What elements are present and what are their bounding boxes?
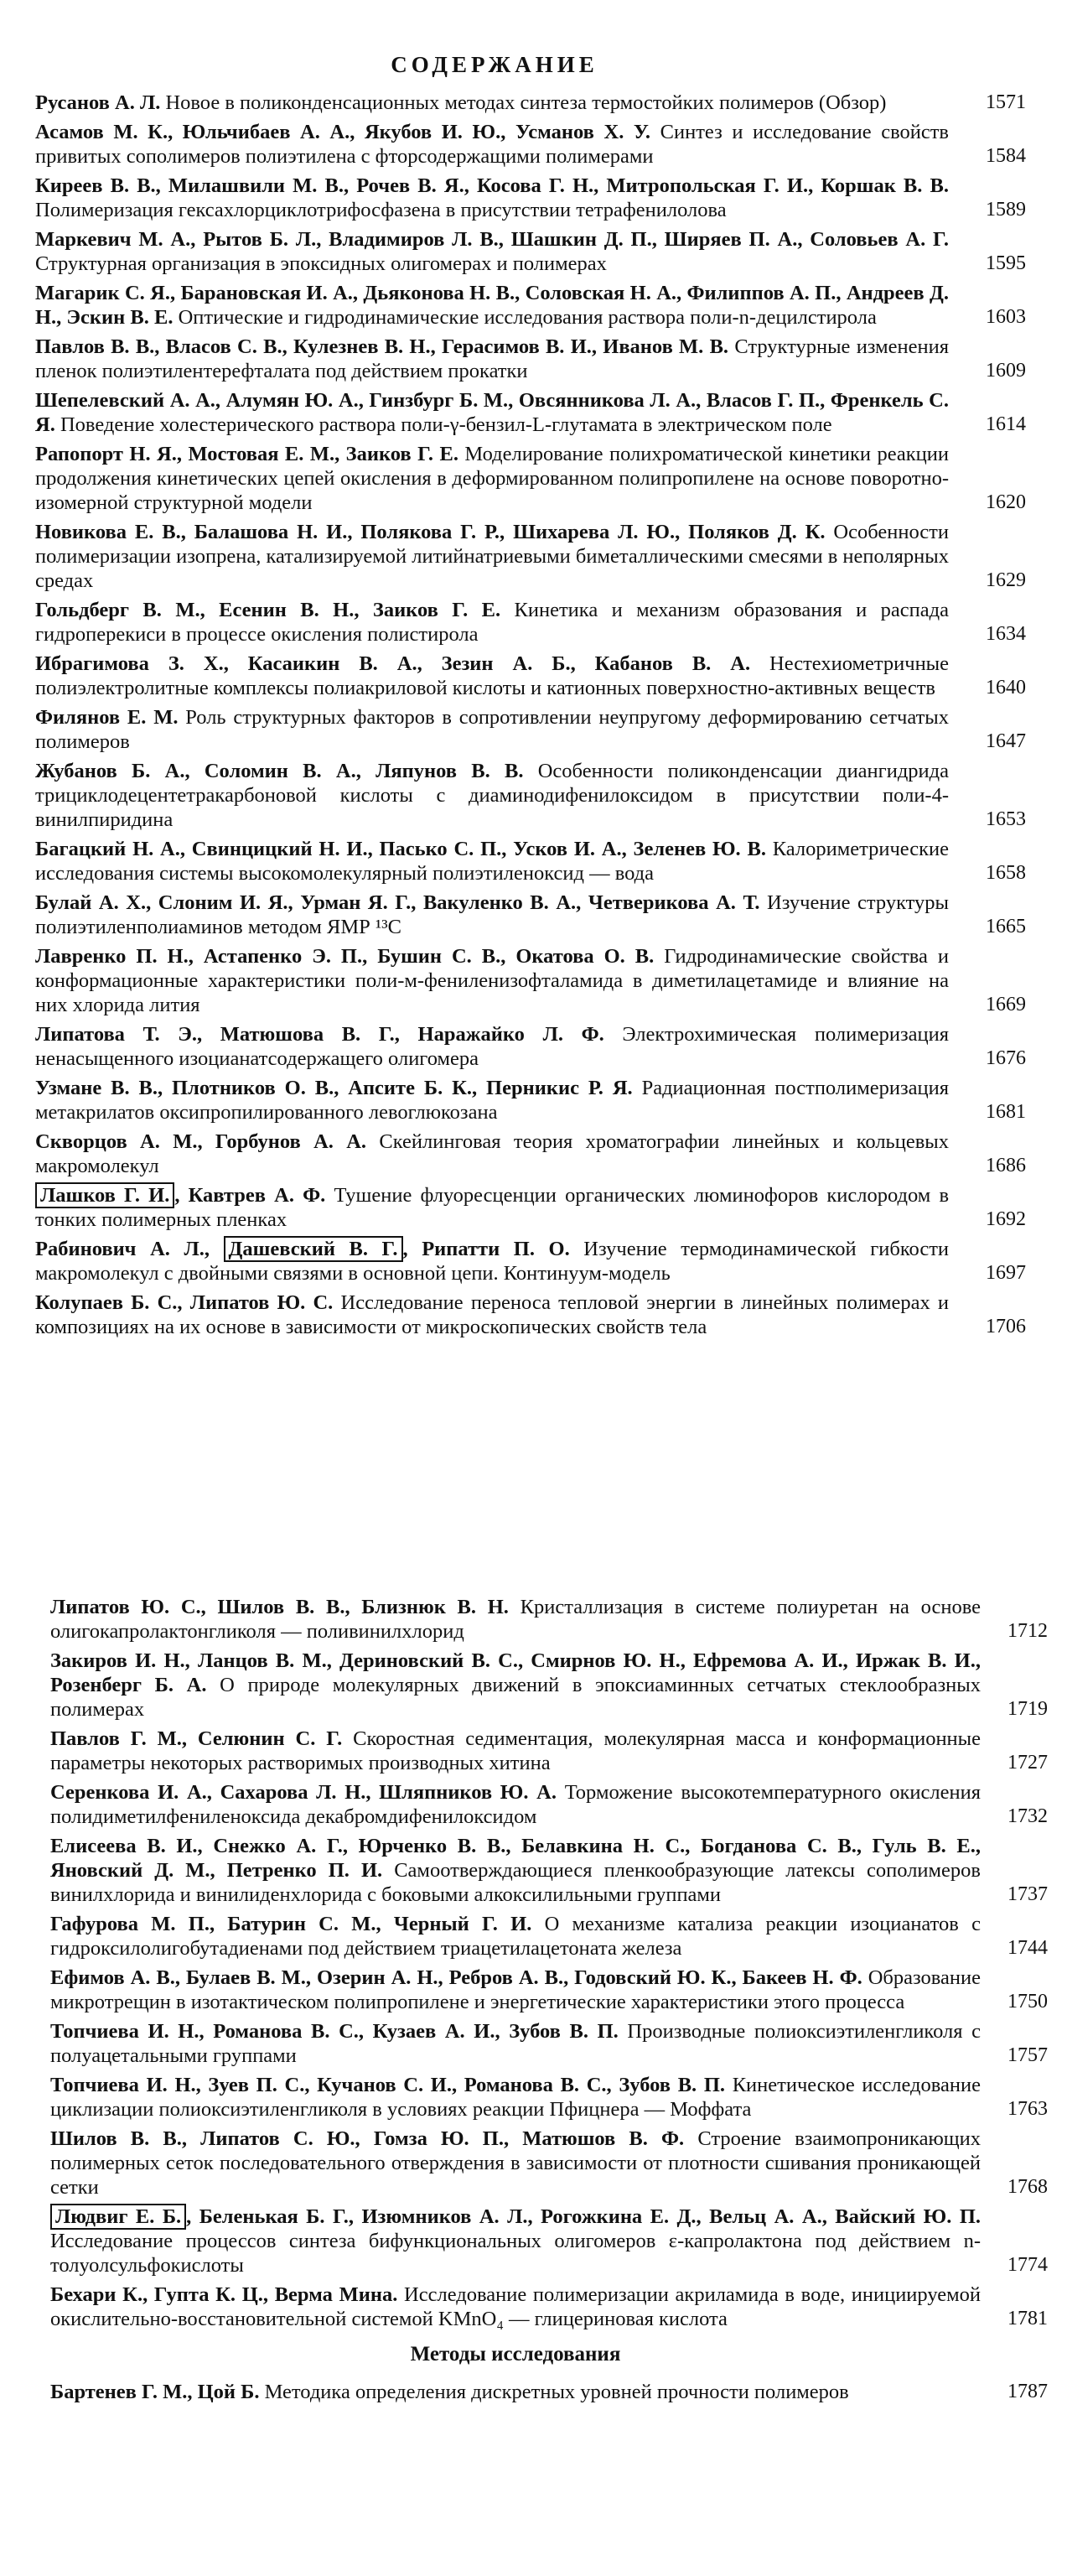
toc-authors: Маркевич М. А., Рытов Б. Л., Владимиров Л. В., Шашкин Д. П., Ширяев П. А., Соловьев А. Г. bbox=[35, 228, 949, 251]
toc-entry[interactable] bbox=[50, 1780, 1048, 1829]
toc-entry-text bbox=[35, 944, 949, 1017]
toc-title: О природе молекулярных движений в эпоксиаминных сетчатых стеклообразных полимерах bbox=[50, 1674, 981, 1721]
toc-page-number: 1732 bbox=[1007, 1805, 1048, 1827]
toc-page-number: 1589 bbox=[986, 199, 1026, 221]
toc-entry-text bbox=[35, 388, 949, 437]
toc-entry[interactable] bbox=[50, 2019, 1048, 2068]
toc-title: Нестехиометричные полиэлектролитные комплексы полиакриловой кислоты и катионных поверхностно-активных веществ bbox=[35, 652, 950, 699]
toc-entry-text bbox=[50, 1649, 981, 1722]
toc-page-number: 1584 bbox=[986, 145, 1026, 167]
toc-entry[interactable] bbox=[35, 120, 1024, 169]
toc-entry-text bbox=[35, 598, 949, 647]
toc-page-number: 1706 bbox=[986, 1316, 1026, 1337]
toc-entry[interactable] bbox=[35, 1237, 1024, 1285]
toc-title: Структурные изменения пленок полиэтилентерефталата под действием прокатки bbox=[35, 335, 949, 382]
toc-entry-text bbox=[35, 520, 949, 593]
toc-page-number: 1634 bbox=[986, 623, 1026, 645]
toc-entry-text bbox=[50, 2205, 981, 2277]
toc-page-number: 1609 bbox=[986, 360, 1026, 382]
toc-entry-text bbox=[50, 1834, 981, 1907]
toc-title: Исследование полимеризации акриламида в воде, инициируемой окислительно-восстановительной системой KMnO₄ — глицериновая кислота bbox=[50, 2283, 982, 2330]
toc-entry[interactable] bbox=[35, 705, 1024, 754]
toc-page-number: 1658 bbox=[986, 862, 1026, 884]
toc-authors: Липатов Ю. С., Шилов В. В., Близнюк В. Н. bbox=[50, 1596, 509, 1618]
toc-entry-text bbox=[50, 2283, 981, 2331]
toc-entry[interactable] bbox=[50, 1595, 1048, 1644]
toc-entry-text bbox=[50, 2073, 981, 2122]
toc-title: Полимеризация гексахлорциклотрифосфазена в присутствии тетрафенилолова bbox=[35, 199, 727, 221]
toc-entry-text bbox=[35, 227, 949, 276]
toc-authors: Булай А. Х., Слоним И. Я., Урман Я. Г., Вакуленко В. А., Четверикова А. Т. bbox=[35, 891, 760, 914]
toc-authors: Топчиева И. Н., Романова В. С., Кузаев А. И., Зубов В. П. bbox=[50, 2020, 619, 2043]
toc-authors: Топчиева И. Н., Зуев П. С., Кучанов С. И., Романова В. С., Зубов В. П. bbox=[50, 2074, 726, 2096]
toc-entry-text bbox=[50, 1595, 981, 1644]
deceased-author-box: Лашков Г. И. bbox=[35, 1182, 174, 1208]
toc-entry[interactable] bbox=[50, 1834, 1048, 1907]
toc-entry[interactable] bbox=[50, 2127, 1048, 2199]
toc-page-number: 1595 bbox=[986, 252, 1026, 274]
toc-page-number: 1763 bbox=[1007, 2098, 1048, 2120]
toc-page-number: 1781 bbox=[1007, 2308, 1048, 2329]
toc-entry-text bbox=[35, 442, 949, 515]
toc-title: О механизме катализа реакции изоцианатов с гидроксилолигобутадиенами под действием триацетилацетоната железа bbox=[50, 1913, 981, 1960]
toc-title: Калориметрические исследования системы высокомолекулярный полиэтиленоксид — вода bbox=[35, 838, 950, 885]
toc-entry[interactable] bbox=[35, 837, 1024, 886]
deceased-author-box: Дашевский В. Г. bbox=[224, 1236, 403, 1262]
toc-entry[interactable] bbox=[35, 442, 1024, 515]
toc-title: Электрохимическая полимеризация ненасыщенного изоцианатсодержащего олигомера bbox=[35, 1023, 949, 1070]
toc-authors: Гольдберг В. М., Есенин В. Н., Заиков Г. Е. bbox=[35, 599, 501, 621]
toc-title: Производные полиоксиэтиленгликоля с полуацетальными группами bbox=[50, 2020, 982, 2067]
toc-entry[interactable] bbox=[35, 1183, 1024, 1232]
toc-title: Исследование процессов синтеза бифункциональных олигомеров ε-капролактона под действием n-толуолсульфокислоты bbox=[50, 2230, 981, 2277]
toc-authors: Павлов Г. М., Селюнин С. Г. bbox=[50, 1727, 343, 1750]
toc-entry-text bbox=[35, 281, 949, 330]
toc-page-number: 1692 bbox=[986, 1208, 1026, 1230]
toc-authors: Ибрагимова З. Х., Касаикин В. А., Зезин А. Б., Кабанов В. А. bbox=[35, 652, 751, 675]
toc-entry-text bbox=[50, 1780, 981, 1829]
toc-page-number: 1669 bbox=[986, 994, 1026, 1015]
toc-authors: Русанов А. Л. bbox=[35, 91, 161, 114]
toc-entry[interactable] bbox=[35, 281, 1024, 330]
toc-entry[interactable] bbox=[35, 1130, 1024, 1178]
toc-authors: Бехари К., Гупта К. Ц., Верма Мина. bbox=[50, 2283, 398, 2306]
toc-authors: Серенкова И. А., Сахарова Л. Н., Шляпников Ю. А. bbox=[50, 1781, 557, 1804]
toc-title: Исследование переноса тепловой энергии в линейных полимерах и композициях на их основе в зависимости от микроскопических свойств тела bbox=[35, 1291, 950, 1338]
toc-entry-text bbox=[50, 1966, 981, 2014]
toc-page-number: 1665 bbox=[986, 916, 1026, 937]
toc-page-number: 1757 bbox=[1007, 2044, 1048, 2066]
toc-entry[interactable] bbox=[35, 388, 1024, 437]
toc-entry[interactable] bbox=[50, 2380, 1048, 2404]
toc-page-number: 1653 bbox=[986, 808, 1026, 830]
toc-entry-text bbox=[35, 837, 949, 886]
page-title: СОДЕРЖАНИЕ bbox=[391, 52, 598, 77]
toc-page-number: 1744 bbox=[1007, 1937, 1048, 1959]
toc-page-number: 1712 bbox=[1007, 1620, 1048, 1642]
toc-entry[interactable] bbox=[35, 520, 1024, 593]
toc-authors: Узмане В. В., Плотников О. В., Апсите Б. К., Перникис Р. Я. bbox=[35, 1077, 633, 1099]
toc-entry-text bbox=[35, 652, 949, 700]
toc-page-number: 1697 bbox=[986, 1262, 1026, 1284]
toc-title: Особенности поликонденсации диангидрида трициклодецентетракарбоновой кислоты с диаминодифенилоксидом в присутствии поли-4-винилпиридина bbox=[35, 760, 949, 831]
toc-title: Изучение термодинамической гибкости макромолекул с двойными связями в основной цепи. Континуум-модель bbox=[35, 1238, 950, 1285]
toc-authors: , Беленькая Б. Г., Изюмников А. Л., Рогожкина Е. Д., Вельц А. А., Вайский Ю. П. bbox=[186, 2205, 981, 2228]
toc-title: Поведение холестерического раствора поли-γ-бензил-L-глутамата в электрическом поле bbox=[60, 413, 832, 436]
toc-title: Торможение высокотемпературного окисления полидиметилфениленоксида декабромдифенилоксидом bbox=[50, 1781, 981, 1828]
toc-title: Самоотверждающиеся пленкообразующие латексы сополимеров винилхлорида и винилиденхлорида с боковыми алкоксилильными группами bbox=[50, 1859, 981, 1906]
toc-column-1 bbox=[35, 91, 1024, 1344]
toc-page-number: 1620 bbox=[986, 491, 1026, 513]
toc-entry[interactable] bbox=[35, 1291, 1024, 1339]
toc-entry-text bbox=[35, 1022, 949, 1071]
toc-entry[interactable] bbox=[35, 227, 1024, 276]
toc-page-number: 1787 bbox=[1007, 2381, 1048, 2402]
toc-entry[interactable] bbox=[35, 891, 1024, 939]
toc-page-number: 1750 bbox=[1007, 1991, 1048, 2012]
toc-page-number: 1629 bbox=[986, 569, 1026, 591]
toc-authors: Рабинович А. Л., bbox=[35, 1238, 210, 1260]
toc-entry[interactable] bbox=[35, 335, 1024, 383]
toc-authors: , Кавтрев А. Ф. bbox=[174, 1184, 326, 1207]
deceased-author-box: Людвиг Е. Б. bbox=[50, 2204, 186, 2230]
toc-authors: Колупаев Б. С., Липатов Ю. С. bbox=[35, 1291, 334, 1314]
toc-page-number: 1614 bbox=[986, 413, 1026, 435]
toc-entry[interactable] bbox=[50, 2283, 1048, 2331]
toc-entry[interactable] bbox=[50, 2073, 1048, 2122]
toc-page-number: 1727 bbox=[1007, 1752, 1048, 1774]
toc-authors: Магарик С. Я., Барановская И. А., Дьяконова Н. В., Соловская Н. А., Филиппов А. П., Андреев Д. Н., Эскин В. Е. bbox=[35, 282, 949, 329]
toc-entry[interactable] bbox=[50, 1966, 1048, 2014]
toc-entry-text bbox=[35, 759, 949, 832]
toc-entry-text bbox=[50, 1727, 981, 1775]
toc-authors: Лавренко П. Н., Астапенко Э. П., Бушин С. В., Окатова О. В. bbox=[35, 945, 655, 968]
section-heading: Методы исследования bbox=[410, 2343, 621, 2366]
toc-page-number: 1774 bbox=[1007, 2254, 1048, 2276]
toc-entry[interactable] bbox=[35, 944, 1024, 1017]
toc-page-number: 1676 bbox=[986, 1047, 1026, 1069]
toc-title: Тушение флуоресценции органических люминофоров кислородом в тонких полимерных пленках bbox=[35, 1184, 950, 1231]
toc-authors: Багацкий Н. А., Свинцицкий Н. И., Пасько С. П., Усков И. А., Зеленев Ю. В. bbox=[35, 838, 766, 860]
toc-authors: Бартенев Г. М., Цой Б. bbox=[50, 2381, 260, 2403]
toc-authors: Новикова Е. В., Балашова Н. И., Полякова Г. Р., Шихарева Л. Ю., Поляков Д. К. bbox=[35, 521, 826, 543]
toc-title: Кинетика и механизм образования и распада гидроперекиси в процессе окисления полистирола bbox=[35, 599, 949, 646]
toc-title: Кинетическое исследование циклизации полиоксиэтиленгликоля в условиях реакции Пфицнера — Моффата bbox=[50, 2074, 981, 2121]
toc-entry[interactable] bbox=[35, 174, 1024, 222]
toc-authors: Липатова Т. Э., Матюшова В. Г., Наражайко Л. Ф. bbox=[35, 1023, 604, 1046]
toc-entry-text bbox=[50, 1912, 981, 1961]
toc-entry-text bbox=[50, 2019, 981, 2068]
toc-title: Особенности полимеризации изопрена, катализируемой литийнатриевыми биметаллическими смесями в неполярных средах bbox=[35, 521, 949, 592]
toc-entry-text bbox=[35, 335, 949, 383]
toc-entry-text bbox=[35, 1183, 949, 1232]
toc-authors: Ефимов А. В., Булаев В. М., Озерин А. Н., Ребров А. В., Годовский Ю. К., Бакеев Н. Ф. bbox=[50, 1966, 862, 1989]
toc-entry-text bbox=[35, 120, 949, 169]
toc-entry-text bbox=[35, 174, 949, 222]
toc-entry-text bbox=[35, 1237, 949, 1285]
toc-entry-text bbox=[35, 1130, 949, 1178]
toc-page-number: 1571 bbox=[986, 91, 1026, 113]
toc-entry[interactable] bbox=[35, 1076, 1024, 1124]
toc-authors: Гафурова М. П., Батурин С. М., Черный Г. И. bbox=[50, 1913, 532, 1935]
toc-page-number: 1681 bbox=[986, 1101, 1026, 1123]
toc-entry-text bbox=[35, 1076, 949, 1124]
toc-entry[interactable] bbox=[35, 652, 1024, 700]
toc-entry[interactable] bbox=[35, 598, 1024, 647]
toc-authors: Жубанов Б. А., Соломин В. А., Ляпунов В. В. bbox=[35, 760, 524, 782]
toc-title: Структурная организация в эпоксидных олигомерах и полимерах bbox=[35, 252, 607, 275]
toc-title: Скейлинговая теория хроматографии линейных и кольцевых макромолекул bbox=[35, 1130, 949, 1177]
toc-page-number: 1603 bbox=[986, 306, 1026, 328]
toc-entry-text bbox=[35, 705, 949, 754]
toc-authors: Асамов М. К., Юльчибаев А. А., Якубов И. Ю., Усманов Х. У. bbox=[35, 121, 651, 143]
toc-entry-text bbox=[50, 2380, 981, 2404]
toc-authors: Скворцов А. М., Горбунов А. А. bbox=[35, 1130, 367, 1153]
toc-title: Радиационная постполимеризация метакрилатов оксипропилированного левоглюкозана bbox=[35, 1077, 949, 1124]
toc-entry[interactable] bbox=[50, 1727, 1048, 1775]
toc-authors: Киреев В. В., Милашвили М. В., Рочев В. Я., Косова Г. Н., Митропольская Г. И., Коршак В. В. bbox=[35, 174, 949, 197]
toc-page-number: 1640 bbox=[986, 677, 1026, 699]
toc-authors: Филянов Е. М. bbox=[35, 706, 179, 729]
toc-entry[interactable] bbox=[35, 91, 1024, 115]
toc-title: Синтез и исследование свойств привитых сополимеров полиэтилена с фторсодержащими полимерами bbox=[35, 121, 949, 168]
toc-title: Образование микротрещин в изотактическом полипропилене и энергетические характеристики этого процесса bbox=[50, 1966, 982, 2013]
toc-title: Моделирование полихроматической кинетики реакции продолжения кинетических цепей окисления в деформированном полипропилене на основе поворотно-изомерной структурной модели bbox=[35, 443, 949, 514]
toc-entry-text bbox=[35, 891, 949, 939]
toc-entry-text bbox=[50, 2127, 981, 2199]
toc-entry[interactable] bbox=[50, 1912, 1048, 1961]
toc-title: Гидродинамические свойства и конформационные характеристики поли-м-фениленизофталамида в диметилацетамиде и влияние на них хлорида лития bbox=[35, 945, 950, 1016]
toc-entry-text bbox=[35, 1291, 949, 1339]
toc-page-number: 1768 bbox=[1007, 2176, 1048, 2198]
toc-column-2 bbox=[50, 1595, 1048, 2409]
toc-title: Новое в поликонденсационных методах синтеза термостойких полимеров (Обзор) bbox=[165, 91, 887, 114]
toc-entry[interactable] bbox=[35, 1022, 1024, 1071]
toc-authors: , Рипатти П. О. bbox=[402, 1238, 570, 1260]
toc-title: Методика определения дискретных уровней прочности полимеров bbox=[264, 2381, 849, 2403]
toc-authors: Павлов В. В., Власов С. В., Кулезнев В. Н., Герасимов В. И., Иванов М. В. bbox=[35, 335, 729, 358]
toc-page-number: 1719 bbox=[1007, 1698, 1048, 1720]
toc-authors: Рапопорт Н. Я., Мостовая Е. М., Заиков Г. Е. bbox=[35, 443, 458, 465]
toc-title: Кристаллизация в системе полиуретан на основе олигокапролактонгликоля — поливинилхлорид bbox=[50, 1596, 981, 1643]
toc-title: Оптические и гидродинамические исследования раствора поли-n-децилстирола bbox=[178, 306, 877, 329]
toc-entry[interactable] bbox=[50, 1649, 1048, 1722]
toc-authors: Шилов В. В., Липатов С. Ю., Гомза Ю. П., Матюшов В. Ф. bbox=[50, 2127, 685, 2150]
toc-entry[interactable] bbox=[50, 2205, 1048, 2277]
toc-title: Роль структурных факторов в сопротивлении неупругому деформированию сетчатых полимеров bbox=[35, 706, 949, 753]
toc-title: Скоростная седиментация, молекулярная масса и конформационные параметры некоторых растворимых производных хитина bbox=[50, 1727, 981, 1774]
toc-entry[interactable] bbox=[35, 759, 1024, 832]
toc-title: Изучение структуры полиэтиленполиаминов методом ЯМР ¹³С bbox=[35, 891, 949, 938]
toc-page-number: 1737 bbox=[1007, 1883, 1048, 1905]
toc-authors: Закиров И. Н., Ланцов В. М., Дериновский В. С., Смирнов Ю. Н., Ефремова А. И., Иржак В. И., Розенберг Б. А. bbox=[50, 1649, 981, 1696]
toc-authors: Елисеева В. И., Снежко А. Г., Юрченко В. В., Белавкина Н. С., Богданова С. В., Гуль В. Е., Яновский Д. М., Петренко П. И. bbox=[50, 1835, 981, 1882]
toc-entry-text bbox=[35, 91, 949, 115]
toc-title: Строение взаимопроникающих полимерных сеток последовательного отверждения в зависимости от плотности сшивания проникающей сетки bbox=[50, 2127, 981, 2199]
toc-authors: Шепелевский А. А., Алумян Ю. А., Гинзбург Б. М., Овсянникова Л. А., Власов Г. П., Френкель С. Я. bbox=[35, 389, 949, 436]
toc-page-number: 1686 bbox=[986, 1155, 1026, 1176]
toc-page-number: 1647 bbox=[986, 730, 1026, 752]
